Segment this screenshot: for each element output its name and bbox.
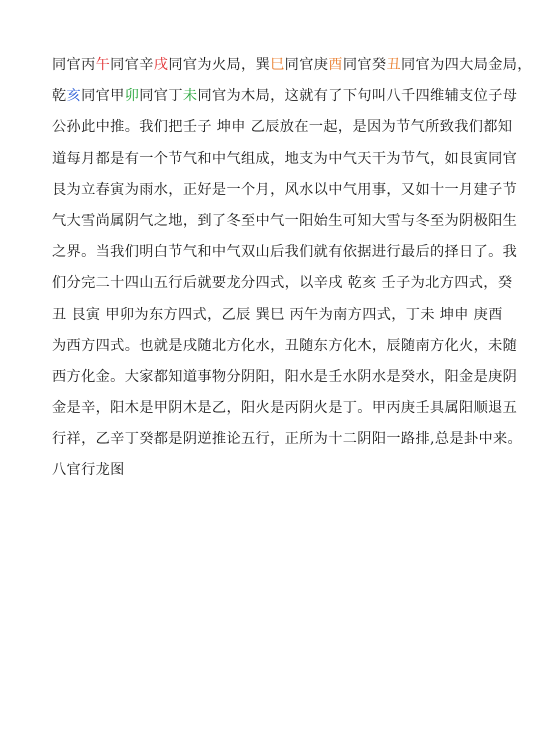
highlighted-character: 酉: [328, 57, 343, 73]
text-line: [52, 424, 522, 455]
text-run: 艮为立春寅为雨水，正好是一个月，风水以中气用事，又如十一月建子节: [52, 181, 518, 198]
highlighted-character: 未: [182, 88, 198, 105]
text-run: 同官为四大局金局，: [401, 57, 532, 73]
text-run: 同官为火局，巽: [168, 57, 271, 73]
text-run: 道每月都是有一个节气和中气组成，地支为中气天干为节气，如艮寅同官: [52, 150, 518, 167]
text-line: [52, 268, 522, 299]
text-run: 丑 艮寅 甲卯为东方四式，乙辰 巽巳 丙午为南方四式，丁未 坤申 庚酉: [52, 306, 503, 323]
text-run: 行祥，乙辛丁癸都是阴逆推论五行，正所为十二阴阳一路排,总是卦中来。: [52, 431, 523, 448]
text-run: 公孙此中推。我们把壬子 坤申 乙辰放在一起，是因为节气所致我们都知: [52, 119, 513, 136]
text-run: 乾: [52, 88, 67, 105]
text-run: 之界。当我们明白节气和中气双山后我们就有依据进行最后的择日了。我: [52, 244, 518, 261]
highlighted-character: 丑: [386, 57, 401, 73]
section-title: [52, 455, 522, 486]
text-run: 同官甲: [81, 88, 125, 105]
text-line: [52, 50, 532, 81]
text-line: [52, 331, 522, 362]
text-line: [52, 144, 522, 175]
text-line: [52, 175, 522, 206]
text-run: 西方化金。大家都知道事物分阴阳，阳水是壬水阴水是癸水，阳金是庚阴: [52, 368, 518, 385]
text-line: [52, 206, 522, 237]
text-line: [52, 81, 522, 112]
highlighted-character: 戌: [153, 57, 169, 73]
text-run: 同官辛: [110, 57, 154, 73]
highlighted-character: 午: [95, 57, 111, 73]
text-run: 为西方四式。也就是戌随北方化水，丑随东方化木，辰随南方化火，未随: [52, 337, 518, 354]
text-run: 同官为木局，这就有了下句叫八千四维辅支位子母: [197, 88, 518, 105]
highlighted-character: 亥: [66, 88, 82, 105]
document-body: [52, 50, 532, 487]
text-run: 八官行龙图: [52, 462, 125, 479]
highlighted-character: 巳: [270, 57, 285, 73]
text-line: [52, 300, 522, 331]
text-run: 气大雪尚属阴气之地，到了冬至中气一阳始生可知大雪与冬至为阴极阳生: [52, 212, 518, 229]
highlighted-character: 卯: [124, 88, 140, 105]
text-run: 们分完二十四山五行后就要龙分四式，以辛戌 乾亥 壬子为北方四式，癸: [52, 275, 513, 292]
text-run: 同官癸: [342, 57, 387, 73]
text-run: 金是辛，阳木是甲阴木是乙，阳火是丙阴火是丁。甲丙庚壬具属阳顺退五: [52, 400, 518, 417]
text-run: 同官庚: [284, 57, 329, 73]
text-line: [52, 362, 522, 393]
text-run: 同官丁: [139, 88, 183, 105]
text-line: [52, 112, 522, 143]
text-line: [52, 237, 522, 268]
text-line: [52, 393, 522, 424]
text-run: 同官丙: [52, 57, 96, 73]
